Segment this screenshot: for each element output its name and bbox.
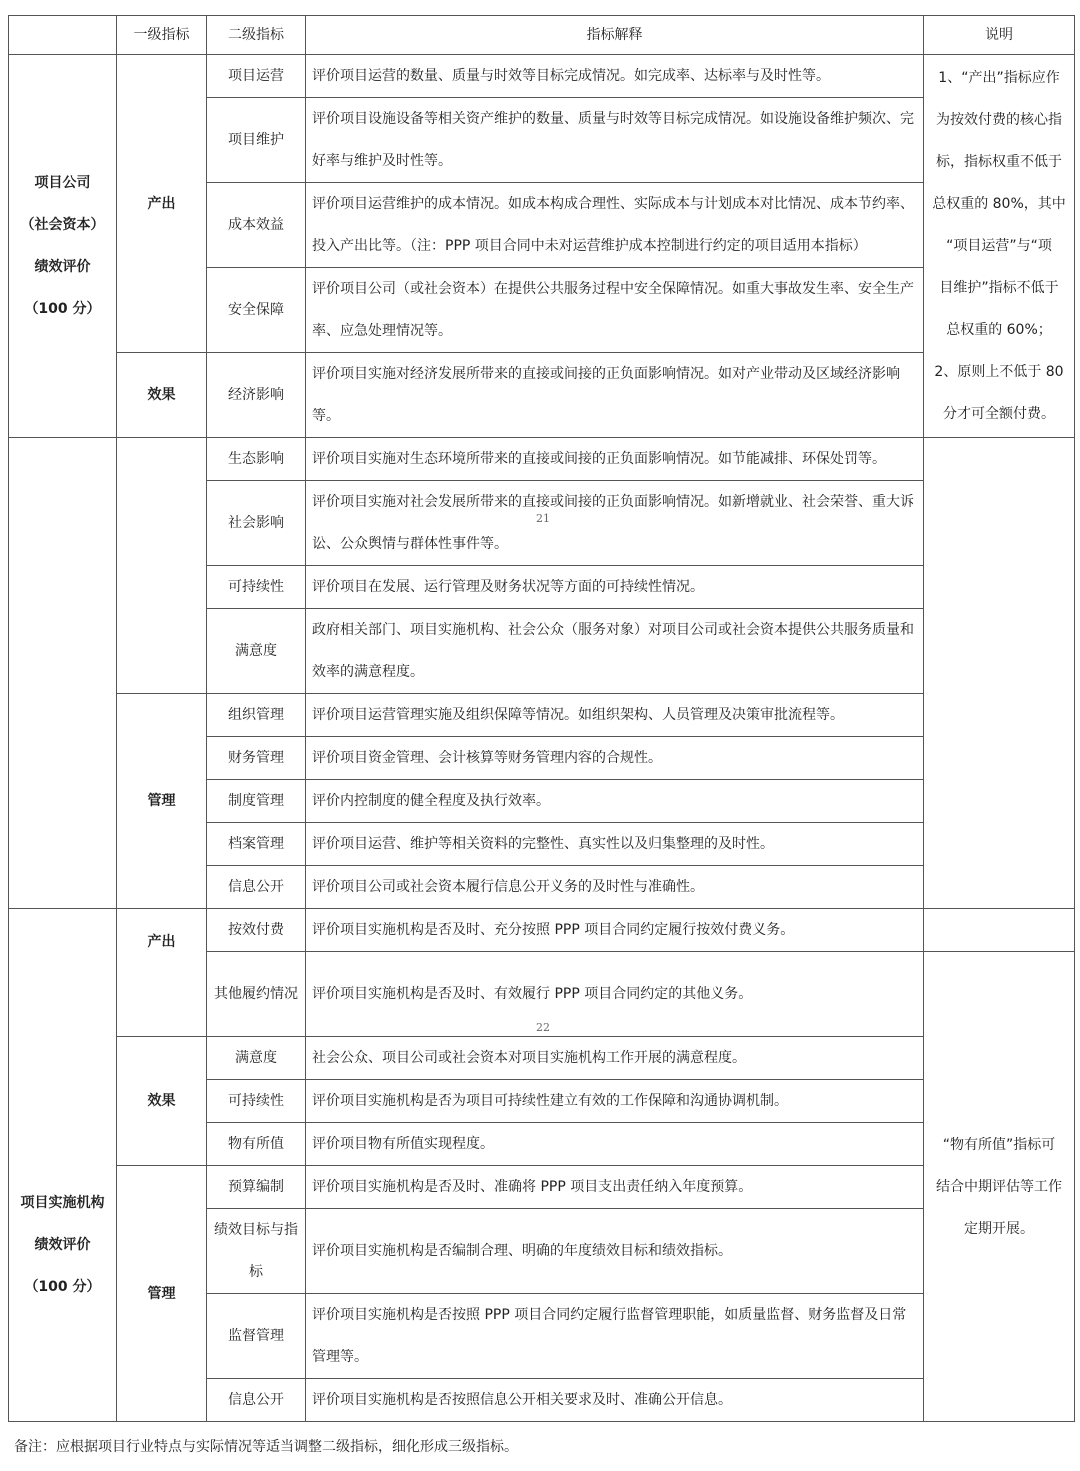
level2-desc: 评价项目运营、维护等相关资料的完整性、真实性以及归集整理的及时性。 bbox=[306, 823, 924, 866]
level2-name: 绩效目标与指标 bbox=[207, 1209, 306, 1294]
level2-name: 成本效益 bbox=[207, 183, 306, 268]
level2-name: 监督管理 bbox=[207, 1294, 306, 1379]
section-a-group-output: 产出 bbox=[117, 55, 207, 353]
table-row bbox=[9, 694, 1075, 737]
level2-desc: 评价项目公司（或社会资本）在提供公共服务过程中安全保障情况。如重大事故发生率、安全生产率、应急处理情况等。 bbox=[306, 268, 924, 353]
level2-name: 档案管理 bbox=[207, 823, 306, 866]
table-row bbox=[9, 909, 1075, 952]
header-notes: 说明 bbox=[924, 16, 1075, 55]
level2-desc: 政府相关部门、项目实施机构、社会公众（服务对象）对项目公司或社会资本提供公共服务质量和效率的满意程度。 bbox=[306, 609, 924, 694]
header-level2: 二级指标 bbox=[207, 16, 306, 55]
level2-desc: 评价项目实施机构是否编制合理、明确的年度绩效目标和绩效指标。 bbox=[306, 1209, 924, 1294]
section-a-group-effect: 效果 bbox=[117, 353, 207, 438]
table-row bbox=[9, 1166, 1075, 1209]
page-number: 21 bbox=[536, 512, 550, 525]
level2-desc: 评价项目实施机构是否为项目可持续性建立有效的工作保障和沟通协调机制。 bbox=[306, 1080, 924, 1123]
blank-cell bbox=[9, 438, 117, 909]
level2-name: 生态影响 bbox=[207, 438, 306, 481]
level2-desc: 评价项目实施机构是否及时、充分按照 PPP 项目合同约定履行按效付费义务。 bbox=[306, 909, 924, 952]
level2-desc: 评价项目资金管理、会计核算等财务管理内容的合规性。 bbox=[306, 737, 924, 780]
level2-desc: 评价项目运营维护的成本情况。如成本构成合理性、实际成本与计划成本对比情况、成本节约率、投入产出比等。（注：PPP 项目合同中未对运营维护成本控制进行约定的项目适用本指标） bbox=[306, 183, 924, 268]
level2-name: 满意度 bbox=[207, 609, 306, 694]
section-a-group-management: 管理 bbox=[117, 694, 207, 909]
level2-desc: 评价项目实施对经济发展所带来的直接或间接的正负面影响情况。如对产业带动及区域经济影响等。 bbox=[306, 353, 924, 438]
section-a-note: 1、“产出”指标应作 为按效付费的核心指 标，指标权重不低于 总权重的 80%，其中 “项目运营”与“项 目维护”指标不低于 总权重的 60%； 2、原则上不低于 80 分才可全额付费。 bbox=[924, 55, 1075, 438]
level2-desc: 评价项目物有所值实现程度。 bbox=[306, 1123, 924, 1166]
section-b-note: “物有所值”指标可 结合中期评估等工作 定期开展。 bbox=[924, 952, 1075, 1422]
level2-desc: 社会公众、项目公司或社会资本对项目实施机构工作开展的满意程度。 bbox=[306, 1037, 924, 1080]
level2-desc: 评价项目实施机构是否及时、有效履行 PPP 项目合同约定的其他义务。 bbox=[306, 952, 924, 1037]
level2-name: 安全保障 bbox=[207, 268, 306, 353]
section-b-group-output: 产出 bbox=[117, 909, 207, 1037]
level2-name: 满意度 bbox=[207, 1037, 306, 1080]
level2-desc: 评价项目公司或社会资本履行信息公开义务的及时性与准确性。 bbox=[306, 866, 924, 909]
level2-name: 可持续性 bbox=[207, 1080, 306, 1123]
level2-name: 项目维护 bbox=[207, 98, 306, 183]
level2-name: 社会影响 bbox=[207, 481, 306, 566]
level2-desc: 评价项目实施对生态环境所带来的直接或间接的正负面影响情况。如节能减排、环保处罚等。 bbox=[306, 438, 924, 481]
level2-name: 其他履约情况 bbox=[207, 952, 306, 1037]
level2-name: 信息公开 bbox=[207, 1379, 306, 1422]
level2-desc: 评价项目在发展、运行管理及财务状况等方面的可持续性情况。 bbox=[306, 566, 924, 609]
level2-name: 可持续性 bbox=[207, 566, 306, 609]
level2-name: 经济影响 bbox=[207, 353, 306, 438]
section-a-title: 项目公司 （社会资本） 绩效评价 （100 分） bbox=[9, 55, 117, 438]
footnote: 备注：应根据项目行业特点与实际情况等适当调整二级指标，细化形成三级指标。 bbox=[14, 1439, 518, 1455]
blank-cell bbox=[117, 438, 207, 694]
header-blank bbox=[9, 16, 117, 55]
level2-name: 预算编制 bbox=[207, 1166, 306, 1209]
level2-name: 按效付费 bbox=[207, 909, 306, 952]
section-b-group-management: 管理 bbox=[117, 1166, 207, 1422]
indicator-table bbox=[8, 15, 1075, 1422]
section-b-title: 项目实施机构 绩效评价 （100 分） bbox=[9, 909, 117, 1422]
page-number: 22 bbox=[536, 1021, 550, 1034]
level2-desc: 评价项目实施机构是否及时、准确将 PPP 项目支出责任纳入年度预算。 bbox=[306, 1166, 924, 1209]
level2-name: 物有所值 bbox=[207, 1123, 306, 1166]
table-row bbox=[9, 1037, 1075, 1080]
level2-desc: 评价项目实施对社会发展所带来的直接或间接的正负面影响情况。如新增就业、社会荣誉、重大诉讼、公众舆情与群体性事件等。 bbox=[306, 481, 924, 566]
section-b-group-effect: 效果 bbox=[117, 1037, 207, 1166]
level2-name: 信息公开 bbox=[207, 866, 306, 909]
level2-name: 制度管理 bbox=[207, 780, 306, 823]
level2-desc: 评价内控制度的健全程度及执行效率。 bbox=[306, 780, 924, 823]
level2-name: 项目运营 bbox=[207, 55, 306, 98]
blank-cell bbox=[924, 438, 1075, 909]
header-level1: 一级指标 bbox=[117, 16, 207, 55]
level2-desc: 评价项目实施机构是否按照信息公开相关要求及时、准确公开信息。 bbox=[306, 1379, 924, 1422]
level2-desc: 评价项目运营的数量、质量与时效等目标完成情况。如完成率、达标率与及时性等。 bbox=[306, 55, 924, 98]
level2-name: 财务管理 bbox=[207, 737, 306, 780]
table-row bbox=[9, 55, 1075, 98]
level2-name: 组织管理 bbox=[207, 694, 306, 737]
blank-cell bbox=[924, 909, 1075, 952]
header-explanation: 指标解释 bbox=[306, 16, 924, 55]
level2-desc: 评价项目运营管理实施及组织保障等情况。如组织架构、人员管理及决策审批流程等。 bbox=[306, 694, 924, 737]
table-row bbox=[9, 353, 1075, 438]
table-header-row bbox=[9, 16, 1075, 55]
level2-desc: 评价项目设施设备等相关资产维护的数量、质量与时效等目标完成情况。如设施设备维护频次、完好率与维护及时性等。 bbox=[306, 98, 924, 183]
table-row bbox=[9, 438, 1075, 481]
level2-desc: 评价项目实施机构是否按照 PPP 项目合同约定履行监督管理职能，如质量监督、财务监督及日常管理等。 bbox=[306, 1294, 924, 1379]
